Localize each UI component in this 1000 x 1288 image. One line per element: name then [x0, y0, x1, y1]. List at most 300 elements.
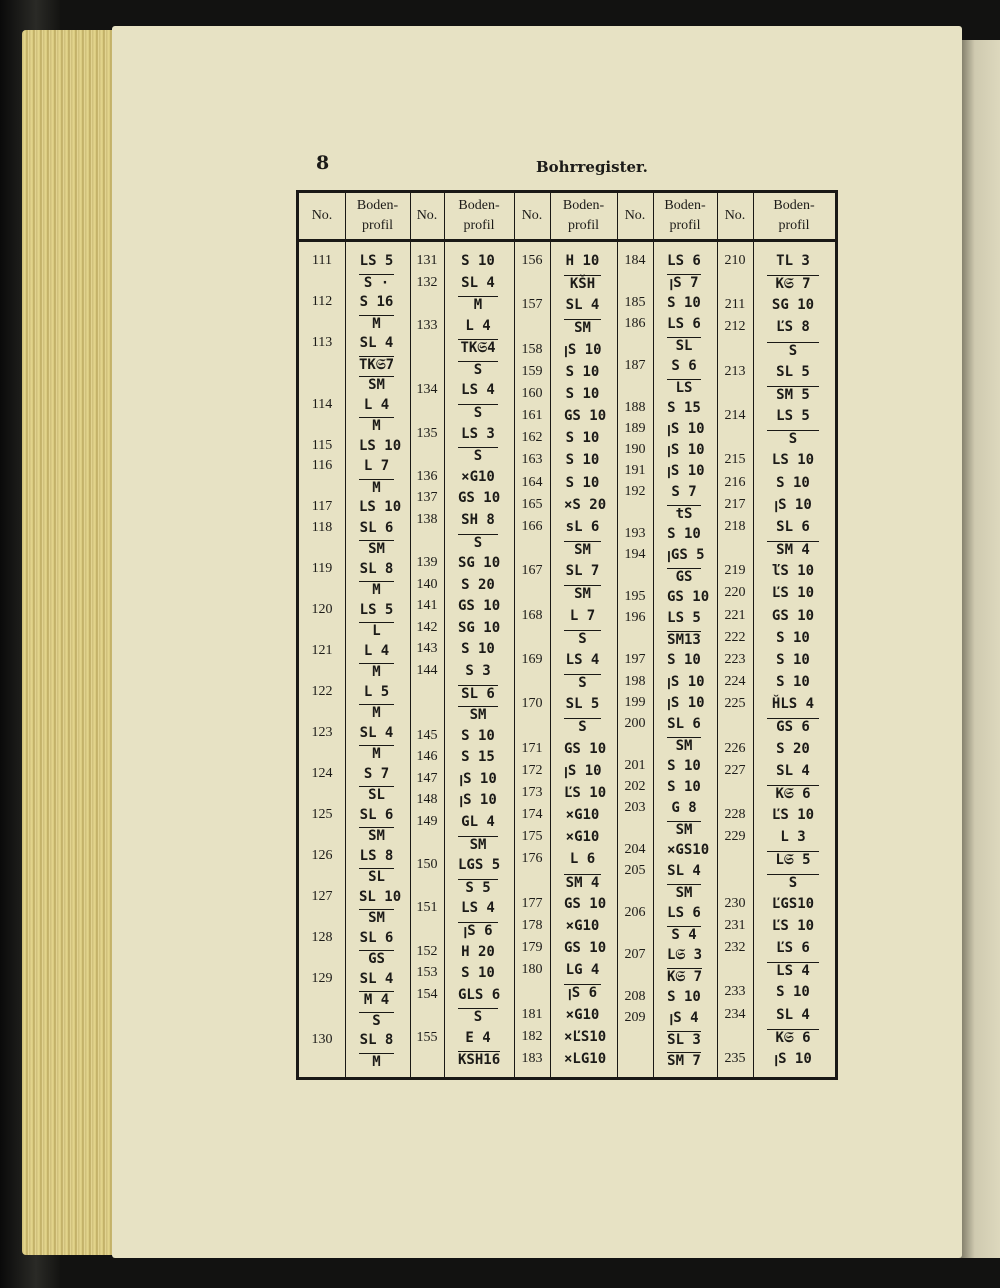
soil-profile: H 10 — [565, 253, 600, 269]
bore-number: 173 — [521, 784, 543, 800]
bore-number: 224 — [724, 674, 746, 690]
bore-number: 147 — [416, 770, 438, 786]
soil-profile-sublayer: M — [359, 417, 394, 434]
soil-profile: SL 6 — [776, 518, 810, 535]
bore-number: 120 — [311, 601, 333, 617]
soil-profile: S 10 — [667, 988, 701, 1005]
soil-profile: GS 10 — [458, 490, 501, 507]
soil-profile: LS 10 — [359, 499, 402, 515]
soil-profile: SL 6 — [667, 715, 701, 732]
soil-profile: SL 4 — [667, 862, 701, 879]
soil-profile: ĽS 10 — [564, 784, 607, 801]
soil-profile: GS 10 — [564, 895, 607, 912]
bore-number: 169 — [521, 651, 543, 667]
soil-profile: S 10 — [565, 430, 600, 447]
soil-profile: SL 7 — [565, 563, 600, 580]
soil-profile-sublayer: SM — [458, 836, 498, 853]
header-no: No. — [514, 193, 550, 242]
soil-profile: S 10 — [667, 295, 701, 312]
soil-profile: SL 6 — [359, 806, 394, 823]
running-head: Bohrregister. — [536, 158, 648, 176]
soil-profile: S 10 — [461, 965, 495, 982]
soil-profile-sublayer: SM13 — [667, 632, 701, 649]
bore-number: 171 — [521, 740, 543, 756]
soil-profile: ꞁS 10 — [774, 496, 812, 513]
soil-profile: SL 6 — [359, 519, 394, 536]
soil-profile: ꞁS 10 — [459, 792, 497, 809]
soil-profile: S 10 — [461, 641, 495, 658]
soil-profile: SL 8 — [359, 1032, 394, 1048]
soil-profile-sublayer: S — [359, 1012, 394, 1029]
bore-number: 113 — [311, 335, 333, 350]
soil-profile-sublayer: M — [359, 745, 394, 762]
soil-profile-sublayer: S — [564, 630, 601, 647]
soil-profile: sL 6 — [565, 518, 600, 535]
bore-number: 219 — [724, 563, 746, 579]
column-rule-inner — [550, 193, 551, 1077]
soil-profile: S 10 — [667, 778, 701, 795]
bore-number: 223 — [724, 651, 746, 667]
bore-number: 162 — [521, 430, 543, 446]
bore-number: 214 — [724, 408, 746, 424]
bore-number: 201 — [624, 757, 646, 773]
bore-number: 134 — [416, 382, 438, 398]
soil-profile: GL 4 — [461, 814, 495, 831]
soil-profile-sublayer: L𝔖 5 — [767, 851, 819, 868]
soil-profile: SL 4 — [359, 724, 394, 741]
soil-profile-sublayer: K𝔖 7 — [767, 275, 819, 292]
bore-number: 183 — [521, 1050, 543, 1066]
soil-profile: LS 10 — [359, 437, 402, 454]
bore-number: 190 — [624, 442, 646, 458]
bore-number: 138 — [416, 511, 438, 527]
bore-number: 136 — [416, 468, 438, 484]
bore-number: 112 — [311, 294, 333, 309]
header-no: No. — [299, 193, 345, 242]
soil-profile: S 15 — [667, 400, 701, 417]
soil-profile: E 4 — [465, 1029, 491, 1046]
soil-profile: ĽS 10 — [771, 917, 815, 934]
soil-profile: SL 4 — [359, 970, 394, 987]
bore-number: 194 — [624, 547, 646, 563]
soil-profile: SL 5 — [776, 363, 810, 380]
soil-profile-sublayer: LS — [667, 379, 701, 396]
soil-profile-sublayer: S — [458, 534, 498, 551]
bore-number: 158 — [521, 341, 543, 357]
bore-number: 149 — [416, 814, 438, 830]
soil-profile: SL 4 — [776, 1006, 810, 1023]
soil-profile: ×G10 — [565, 807, 600, 824]
bore-number: 227 — [724, 762, 746, 778]
soil-profile-sublayer: S — [564, 718, 601, 735]
soil-profile: LS 5 — [359, 253, 394, 269]
bore-number: 198 — [624, 673, 646, 689]
bore-number: 178 — [521, 917, 543, 933]
bore-number: 116 — [311, 458, 333, 473]
soil-profile: S 10 — [667, 526, 701, 543]
soil-profile: GS 10 — [564, 940, 607, 957]
soil-profile-sublayer: M — [359, 315, 394, 332]
bore-number: 225 — [724, 696, 746, 712]
soil-profile: L 7 — [569, 607, 596, 624]
bore-number: 210 — [724, 253, 746, 268]
bore-number: 140 — [416, 576, 438, 592]
soil-profile-sublayer: M — [359, 581, 394, 598]
soil-profile: LS 5 — [667, 610, 701, 627]
bore-number: 206 — [624, 904, 646, 920]
soil-profile: SG 10 — [771, 297, 815, 314]
bore-number: 221 — [724, 607, 746, 623]
soil-profile: GS 10 — [458, 598, 501, 615]
soil-profile: S 10 — [565, 363, 600, 380]
bore-number: 176 — [521, 851, 543, 867]
soil-profile-sublayer: SM — [359, 909, 394, 926]
bore-register-table — [296, 190, 838, 1080]
soil-profile-sublayer: M — [359, 1053, 394, 1070]
soil-profile: LS 5 — [776, 408, 810, 425]
bore-number: 182 — [521, 1028, 543, 1044]
soil-profile: ĽGS10 — [771, 895, 815, 912]
soil-profile: S 10 — [565, 385, 600, 402]
soil-profile: S 10 — [776, 474, 810, 491]
soil-profile: S 20 — [461, 576, 495, 593]
bore-number: 129 — [311, 970, 333, 986]
bore-number: 157 — [521, 297, 543, 313]
bore-number: 184 — [624, 253, 646, 268]
soil-profile: ꞁS 10 — [774, 1050, 812, 1067]
soil-profile: S 15 — [461, 749, 495, 766]
soil-profile: SG 10 — [458, 555, 501, 572]
soil-profile-sublayer: TK𝔖7 — [359, 356, 395, 373]
soil-profile: ꞁS 4 — [669, 1009, 699, 1026]
soil-profile-sublayer: SL — [359, 868, 394, 885]
soil-profile: LS 4 — [461, 900, 495, 917]
soil-profile: SL 4 — [461, 274, 495, 291]
bore-number: 141 — [416, 598, 438, 614]
soil-profile: S 10 — [776, 674, 810, 691]
soil-profile: ×S 20 — [564, 496, 607, 513]
soil-profile-sublayer: S — [458, 361, 498, 378]
soil-profile: ĽS 10 — [771, 585, 815, 602]
soil-profile: ꞁS 10 — [667, 442, 705, 459]
bore-number: 146 — [416, 749, 438, 765]
soil-profile: ×G10 — [565, 1006, 600, 1023]
header-profile: Boden- profil — [444, 193, 514, 242]
soil-profile: S 10 — [565, 474, 600, 491]
soil-profile: ĽS 10 — [771, 807, 815, 824]
soil-profile-sublayer: KSH16 — [458, 1052, 501, 1069]
soil-profile-sublayer: K𝔖 6 — [767, 785, 819, 802]
bore-number: 218 — [724, 518, 746, 534]
bore-number: 231 — [724, 917, 746, 933]
soil-profile: S 10 — [667, 652, 701, 669]
bore-number: 128 — [311, 929, 333, 945]
soil-profile-sublayer: M — [359, 663, 394, 680]
bore-number: 222 — [724, 629, 746, 645]
bore-number: 163 — [521, 452, 543, 468]
soil-profile: S 7 — [363, 765, 390, 782]
soil-profile-sublayer: SM — [667, 821, 701, 838]
bore-number: 179 — [521, 940, 543, 956]
bore-number: 187 — [624, 358, 646, 374]
page-number: 8 — [316, 152, 330, 174]
soil-profile: ꞁS 10 — [667, 694, 705, 711]
soil-profile-sublayer: K𝔖 6 — [767, 1029, 819, 1046]
bore-number: 166 — [521, 518, 543, 534]
soil-profile-sublayer: tS — [667, 505, 701, 522]
column-rule-inner — [444, 193, 445, 1077]
bore-number: 199 — [624, 694, 646, 710]
soil-profile-sublayer: SM — [458, 706, 498, 723]
bore-number: 165 — [521, 496, 543, 512]
soil-profile: G 8 — [671, 799, 697, 816]
soil-profile: SL 4 — [359, 335, 394, 351]
header-profile: Boden- profil — [753, 193, 835, 242]
soil-profile-sublayer: ꞁS 6 — [564, 984, 601, 1001]
bore-number: 172 — [521, 762, 543, 778]
soil-profile-sublayer: ꞁS 7 — [667, 274, 701, 291]
soil-profile: ĽS 6 — [776, 940, 810, 957]
bore-number: 228 — [724, 807, 746, 823]
bore-number: 148 — [416, 792, 438, 808]
soil-profile-sublayer: S 5 — [458, 879, 498, 896]
bore-number: 124 — [311, 765, 333, 781]
bore-number: 204 — [624, 841, 646, 857]
bore-number: 177 — [521, 895, 543, 911]
soil-profile-sublayer: SM — [564, 319, 601, 336]
soil-profile: LS 4 — [565, 651, 600, 668]
bore-number: 234 — [724, 1006, 746, 1022]
soil-profile: L 3 — [780, 829, 806, 846]
bore-number: 122 — [311, 683, 333, 699]
facing-page-edge — [958, 40, 1000, 1258]
soil-profile: GS 10 — [771, 607, 815, 624]
soil-profile-sublayer: SM 4 — [565, 874, 600, 891]
bore-number: 215 — [724, 452, 746, 468]
bore-number: 164 — [521, 474, 543, 490]
bore-number: 127 — [311, 888, 333, 904]
soil-profile-sublayer: S — [564, 674, 601, 691]
bore-number: 226 — [724, 740, 746, 756]
header-profile: Boden- profil — [653, 193, 717, 242]
bore-number: 126 — [311, 847, 333, 863]
bore-number: 212 — [724, 319, 746, 335]
soil-profile: L 4 — [363, 642, 390, 659]
soil-profile: ×GS10 — [667, 841, 710, 858]
soil-profile: S 3 — [465, 663, 491, 679]
soil-profile: LS 4 — [461, 382, 495, 399]
soil-profile: LG 4 — [565, 962, 600, 979]
soil-profile: ×G10 — [565, 917, 600, 934]
soil-profile: SL 4 — [565, 297, 600, 314]
soil-profile: LS 5 — [359, 601, 394, 618]
soil-profile-sublayer: SM — [359, 827, 394, 844]
soil-profile-sublayer: ꞁS 6 — [458, 922, 498, 939]
soil-profile-sublayer: SL — [359, 786, 394, 803]
soil-profile: S 6 — [671, 358, 697, 375]
soil-profile: LS 6 — [667, 904, 701, 921]
bore-number: 132 — [416, 274, 438, 290]
soil-profile-sublayer: SM 7 — [667, 1052, 701, 1069]
bore-number: 232 — [724, 940, 746, 956]
bore-number: 115 — [311, 437, 333, 453]
soil-profile-sublayer: SM 5 — [767, 386, 819, 403]
bore-number: 130 — [311, 1032, 333, 1047]
soil-profile: ×G10 — [461, 468, 495, 485]
bore-number: 161 — [521, 408, 543, 424]
bore-number: 131 — [416, 253, 438, 268]
soil-profile: ꞁS 10 — [667, 421, 705, 438]
soil-profile: ×G10 — [565, 829, 600, 846]
soil-profile-sublayer: S · — [359, 274, 394, 291]
header-no: No. — [617, 193, 653, 242]
soil-profile: S 10 — [776, 984, 810, 1001]
soil-profile: ꞁS 10 — [564, 341, 602, 358]
soil-profile: L 4 — [363, 396, 390, 413]
soil-profile: TL 3 — [776, 253, 810, 269]
soil-profile: GS 10 — [564, 408, 607, 425]
bore-number: 209 — [624, 1009, 646, 1025]
header-profile: Boden- profil — [345, 193, 410, 242]
soil-profile: ȞLS 4 — [771, 696, 815, 713]
bore-number: 207 — [624, 946, 646, 962]
soil-profile: ×LG10 — [564, 1050, 607, 1067]
soil-profile-sublayer: KŠH — [564, 275, 601, 292]
header-profile: Boden- profil — [550, 193, 617, 242]
bore-number: 180 — [521, 962, 543, 978]
bore-number: 230 — [724, 895, 746, 911]
soil-profile-sublayer: S — [767, 342, 819, 359]
header-no: No. — [410, 193, 444, 242]
soil-profile-sublayer: SM — [359, 540, 394, 557]
bore-number: 133 — [416, 317, 438, 333]
soil-profile: L 4 — [465, 317, 491, 334]
soil-profile: L 6 — [569, 851, 596, 868]
bore-number: 170 — [521, 696, 543, 712]
soil-profile: SL 6 — [359, 929, 394, 946]
bore-number: 145 — [416, 727, 438, 743]
soil-profile: L 5 — [363, 683, 390, 700]
bore-number: 185 — [624, 295, 646, 311]
soil-profile-sublayer: GS — [359, 950, 394, 967]
soil-profile: ľS 10 — [771, 563, 815, 580]
bore-number: 216 — [724, 474, 746, 490]
bore-number: 119 — [311, 560, 333, 576]
soil-profile: S 10 — [461, 253, 495, 269]
soil-profile-sublayer: SL 6 — [458, 685, 498, 702]
bore-number: 233 — [724, 984, 746, 1000]
bore-number: 143 — [416, 641, 438, 657]
column-rule-inner — [653, 193, 654, 1077]
bore-number: 203 — [624, 799, 646, 815]
soil-profile: SG 10 — [458, 619, 501, 636]
bore-number: 118 — [311, 519, 333, 535]
soil-profile-sublayer: S — [458, 404, 498, 421]
soil-profile: LS 10 — [771, 452, 815, 469]
soil-profile-sublayer: S — [767, 430, 819, 447]
soil-profile-sublayer: SM — [667, 737, 701, 754]
soil-profile: LS 8 — [359, 847, 394, 864]
soil-profile-sublayer: SM — [564, 541, 601, 558]
soil-profile-sublayer: M — [458, 296, 498, 313]
bore-number: 156 — [521, 253, 543, 268]
soil-profile: SH 8 — [461, 511, 495, 528]
bore-number: 125 — [311, 806, 333, 822]
soil-profile-sublayer: S — [458, 1008, 498, 1025]
soil-profile-sublayer: GS 6 — [767, 718, 819, 735]
bore-number: 188 — [624, 400, 646, 416]
soil-profile: S 10 — [776, 629, 810, 646]
soil-profile: S 10 — [667, 757, 701, 774]
soil-profile: ꞁGS 5 — [667, 547, 705, 564]
bore-number: 152 — [416, 943, 438, 959]
bore-number: 123 — [311, 724, 333, 740]
bore-number: 154 — [416, 986, 438, 1002]
column-rule-inner — [753, 193, 754, 1077]
bore-number: 144 — [416, 663, 438, 678]
bore-number: 208 — [624, 988, 646, 1004]
bore-number: 150 — [416, 857, 438, 873]
bore-number: 159 — [521, 363, 543, 379]
bore-number: 193 — [624, 526, 646, 542]
soil-profile: LS 6 — [667, 316, 701, 333]
soil-profile: GS 10 — [667, 589, 710, 606]
bore-number: 121 — [311, 642, 333, 658]
soil-profile-sublayer: SM — [564, 585, 601, 602]
soil-profile: ꞁS 10 — [667, 463, 705, 480]
soil-profile: ꞁS 10 — [564, 762, 602, 779]
soil-profile: LGS 5 — [458, 857, 501, 874]
bore-number: 197 — [624, 652, 646, 668]
soil-profile: S 7 — [671, 484, 697, 501]
bore-number: 153 — [416, 965, 438, 981]
bore-number: 151 — [416, 900, 438, 916]
soil-profile: SL 10 — [359, 888, 402, 905]
soil-profile: LS 3 — [461, 425, 495, 442]
soil-profile: ×ĽS10 — [564, 1028, 607, 1045]
bore-number: 213 — [724, 363, 746, 379]
soil-profile: S 10 — [461, 727, 495, 744]
bore-number: 167 — [521, 563, 543, 579]
bore-number: 200 — [624, 715, 646, 731]
bore-number: 220 — [724, 585, 746, 601]
soil-profile-sublayer: SM 4 — [767, 541, 819, 558]
soil-profile-sublayer: SL 3 — [667, 1031, 701, 1048]
bore-number: 191 — [624, 463, 646, 479]
soil-profile: ꞁS 10 — [667, 673, 705, 690]
soil-profile: H 20 — [461, 943, 495, 960]
soil-profile-sublayer: SM — [359, 376, 394, 393]
soil-profile-sublayer: SM — [667, 884, 701, 901]
bore-number: 137 — [416, 490, 438, 506]
soil-profile: L𝔖 3 — [667, 946, 703, 963]
bore-number: 155 — [416, 1029, 438, 1045]
soil-profile-sublayer: S — [767, 874, 819, 891]
bore-number: 114 — [311, 396, 333, 412]
bore-number: 117 — [311, 499, 333, 514]
soil-profile: S 10 — [565, 452, 600, 469]
bore-number: 217 — [724, 496, 746, 512]
bore-number: 142 — [416, 619, 438, 635]
soil-profile-sublayer: SL — [667, 337, 701, 354]
bore-number: 235 — [724, 1050, 746, 1066]
soil-profile: ĽS 8 — [776, 319, 810, 336]
soil-profile-sublayer: TK𝔖4 — [458, 339, 498, 356]
soil-profile-sublayer: L — [359, 622, 394, 639]
soil-profile: SL 4 — [776, 762, 810, 779]
bore-number: 135 — [416, 425, 438, 441]
bore-number: 111 — [312, 253, 332, 268]
